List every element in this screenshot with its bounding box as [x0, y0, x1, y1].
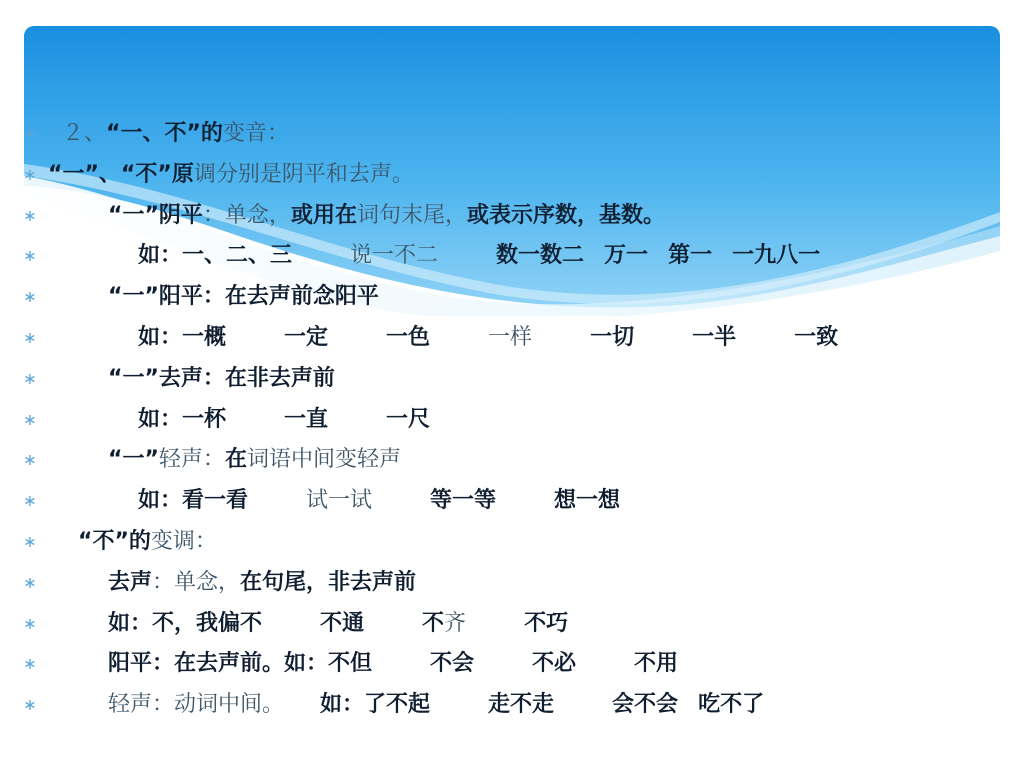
bullet-line — [0, 400, 1024, 440]
text-run: 齐 — [444, 610, 467, 636]
text-run: ：单念， — [152, 569, 241, 595]
text-run: 或用在 — [290, 202, 357, 228]
bullet-star-icon: ∗ — [23, 164, 37, 184]
text-run: 等一等 — [430, 488, 497, 514]
text-run: 第一 — [668, 243, 713, 269]
text-run: 如：一杯 — [138, 406, 227, 432]
text-run: 一样 — [488, 325, 533, 350]
bullet-line — [0, 685, 1024, 725]
text-run: 词句末尾， — [356, 202, 467, 228]
bullet-line-text — [78, 522, 217, 562]
text-run: “一”去声：在非去声前 — [108, 365, 335, 391]
bullet-star-icon: ∗ — [23, 654, 37, 674]
text-run: 阳平：在去声前。如：不但 — [108, 651, 373, 677]
text-run: 万一 — [604, 243, 649, 269]
text-run: “一” — [108, 447, 159, 473]
bullet-star-icon: ∗ — [23, 205, 37, 225]
bullet-line-text — [108, 440, 401, 480]
text-run: 一直 — [284, 406, 329, 432]
bullet-line-text — [108, 604, 568, 644]
bullet-line-text — [108, 644, 678, 684]
bullet-line — [0, 440, 1024, 480]
text-run: 基数。 — [598, 202, 665, 228]
text-run: “一”、“不”原 — [48, 161, 194, 187]
bullet-star-icon: ∗ — [23, 491, 37, 511]
bullet-line — [0, 196, 1024, 236]
bullet-line — [0, 114, 1024, 154]
bullet-star-icon: ∗ — [23, 409, 37, 429]
bullet-line-text — [62, 114, 289, 154]
text-run: 不必 — [532, 651, 577, 677]
bullet-line-text — [138, 236, 820, 276]
text-run: 数一数二 — [496, 243, 585, 269]
text-run: 非去声前 — [328, 569, 417, 595]
text-run: 想一想 — [554, 488, 621, 514]
bullet-line-text — [48, 155, 414, 195]
text-run: 变调： — [150, 529, 217, 554]
text-run: 如：看一看 — [138, 488, 249, 514]
bullet-line-text — [108, 563, 416, 603]
text-run: 一半 — [692, 325, 737, 350]
text-run: 调分别是阴平和去声。 — [193, 161, 414, 187]
text-run: ：单念， — [202, 202, 291, 228]
text-run: 去声 — [108, 569, 153, 595]
text-run: 会不会 — [612, 692, 679, 718]
bullet-line — [0, 277, 1024, 317]
bullet-line — [0, 604, 1024, 644]
bullet-line — [0, 359, 1024, 399]
text-run: 如：了不起 — [320, 692, 431, 718]
bullet-star-icon: ∗ — [23, 613, 37, 633]
text-run: 走不走 — [488, 692, 555, 718]
text-run: 轻声：动词中间。 — [108, 692, 285, 718]
bullet-star-icon: ∗ — [23, 532, 37, 551]
text-run: 说一不二 — [350, 243, 439, 269]
bullet-line-text — [108, 277, 379, 317]
bullet-star-icon: ∗ — [23, 572, 37, 592]
text-run: 一致 — [794, 325, 839, 350]
bullet-star-icon: ∗ — [23, 695, 37, 715]
text-run: “不”的 — [78, 529, 151, 554]
bullet-line — [0, 644, 1024, 684]
text-run: 试一试 — [306, 488, 373, 514]
text-run: “一、不”的 — [106, 121, 223, 146]
text-run: 不巧 — [524, 610, 569, 636]
text-run: 或表示序数， — [466, 202, 599, 228]
bullet-line — [0, 563, 1024, 603]
text-run: 不通 — [320, 610, 365, 636]
bullet-line — [0, 318, 1024, 358]
bullet-line — [0, 155, 1024, 195]
text-run: 一尺 — [386, 406, 431, 432]
bullet-line — [0, 481, 1024, 521]
bullet-line — [0, 236, 1024, 276]
text-run: 如：一、二、三 — [138, 243, 293, 269]
text-run: 一切 — [590, 325, 635, 350]
text-run: “一”阴平 — [108, 202, 203, 228]
bullet-line-text — [108, 359, 335, 399]
text-run: 一定 — [284, 325, 329, 350]
text-run: ２、 — [62, 121, 107, 146]
text-run: 不会 — [430, 651, 475, 677]
text-run: 在 — [224, 447, 247, 473]
text-run: 词语中间变轻声 — [246, 447, 401, 473]
bullet-star-icon: ∗ — [23, 287, 37, 307]
bullet-line-text — [138, 400, 430, 440]
text-run: 在句尾， — [240, 569, 329, 595]
text-run: 不 — [422, 610, 445, 636]
bullet-line-text — [108, 196, 665, 236]
text-run: 如：一概 — [138, 325, 227, 350]
text-run: 轻声： — [158, 447, 225, 473]
bullet-star-icon: ∗ — [23, 246, 37, 266]
text-run: “一”阳平：在去声前念阳平 — [108, 284, 379, 310]
text-run: 一九八一 — [732, 243, 821, 269]
text-run: 如：不，我偏不 — [108, 610, 263, 636]
bullet-line-text — [138, 481, 620, 521]
text-run: 变音： — [222, 121, 289, 146]
text-run: 不用 — [634, 651, 679, 677]
bullet-line-text — [138, 318, 838, 358]
bullet-star-icon: ∗ — [23, 124, 37, 143]
bullet-star-icon: ∗ — [23, 328, 37, 347]
bullet-star-icon: ∗ — [23, 368, 37, 388]
text-run: 吃不了 — [698, 692, 765, 718]
bullet-line-text — [108, 685, 764, 725]
bullet-line — [0, 522, 1024, 562]
bullet-star-icon: ∗ — [23, 450, 37, 470]
text-run: 一色 — [386, 325, 431, 350]
